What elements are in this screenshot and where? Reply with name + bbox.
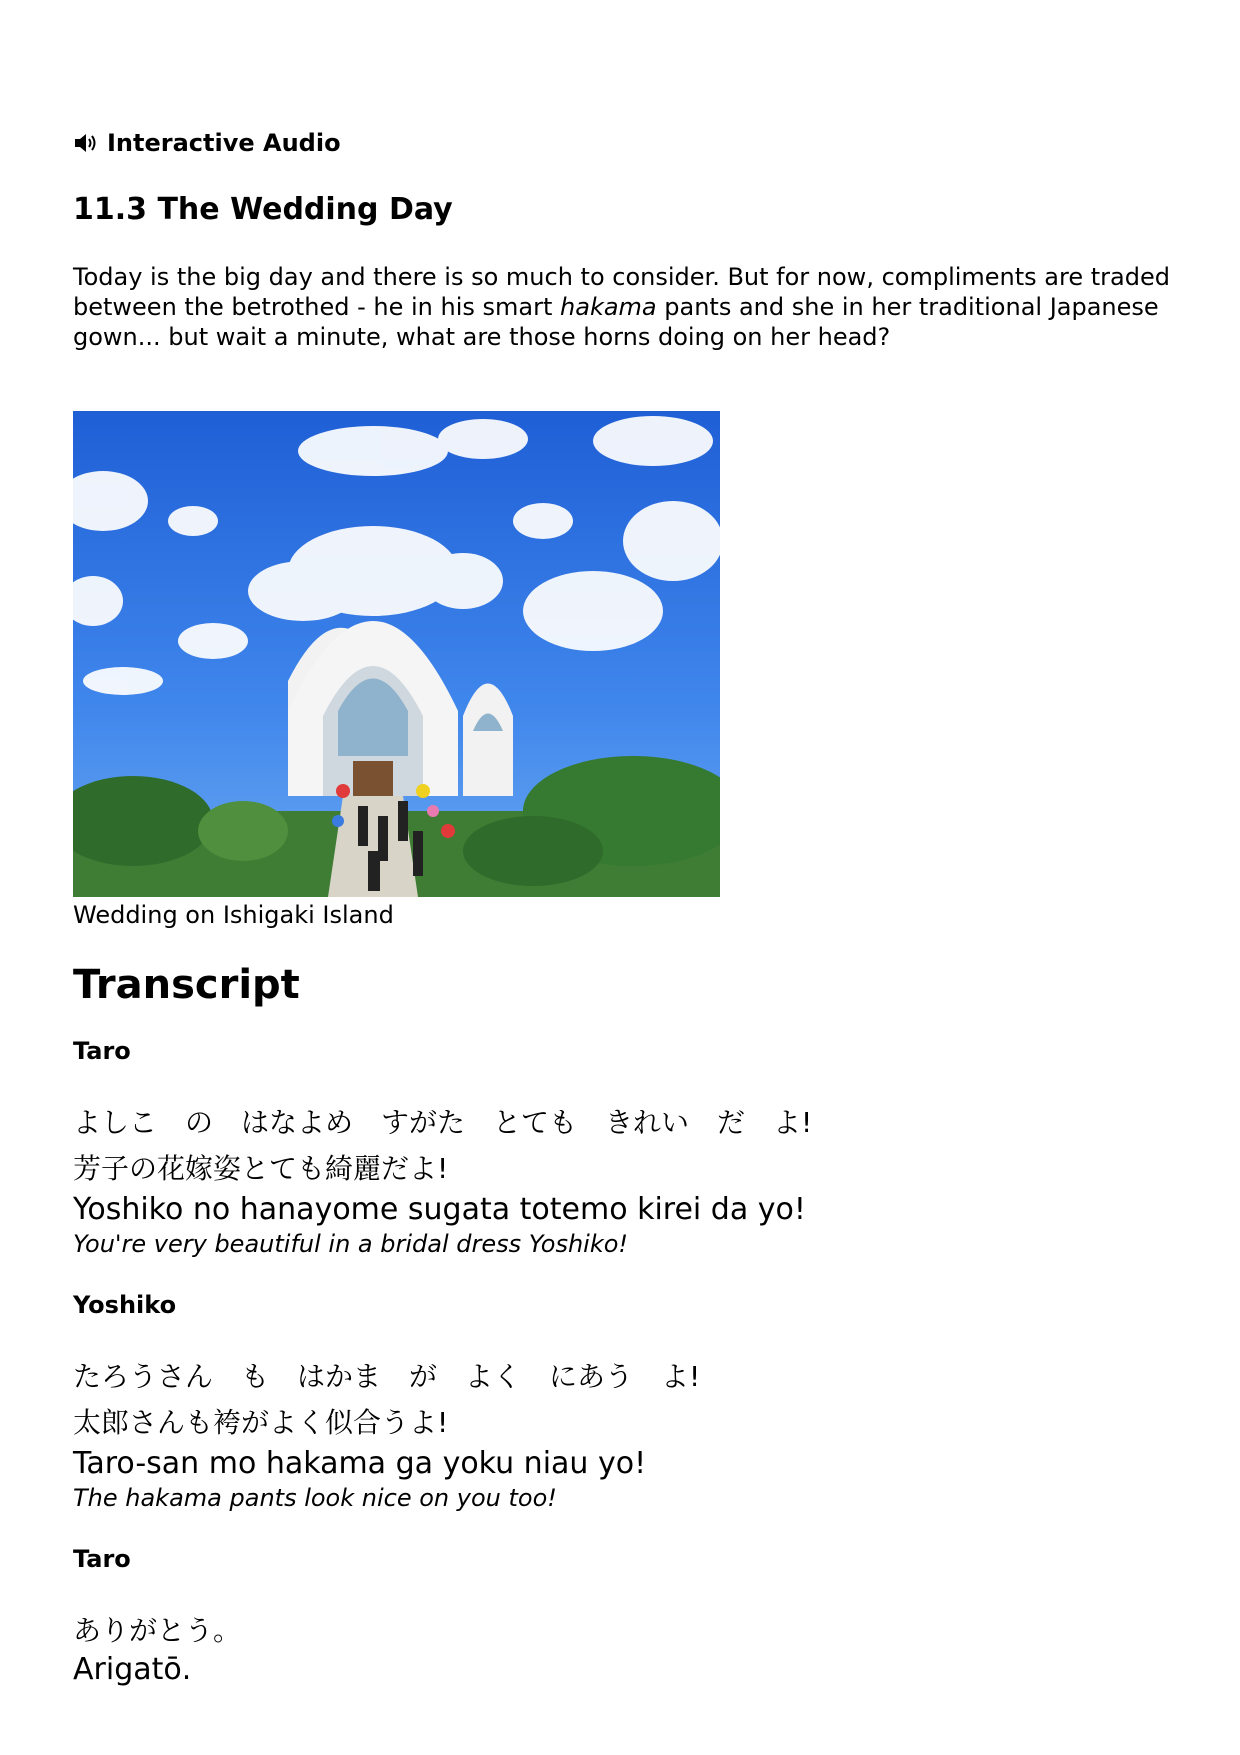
romaji-line: Arigatō.: [73, 1652, 192, 1687]
english-translation: You're very beautiful in a bridal dress Yoshiko!: [73, 1230, 629, 1258]
speaker-name: Taro: [73, 1037, 131, 1065]
kana-line: よしこ の はなよめ すがた とても きれい だ よ!: [73, 1106, 813, 1139]
wedding-photo: [73, 411, 720, 897]
kanji-line: 芳子の花嫁姿とても綺麗だよ!: [73, 1152, 449, 1185]
speaker-icon: [73, 132, 99, 154]
intro-paragraph: [73, 262, 1173, 352]
interactive-audio[interactable]: [73, 129, 341, 157]
romaji-line: Taro-san mo hakama ga yoku niau yo!: [73, 1446, 647, 1481]
interactive-audio-label: Interactive Audio: [107, 129, 341, 157]
romaji-line: Yoshiko no hanayome sugata totemo kirei da yo!: [73, 1192, 806, 1227]
figure-caption: Wedding on Ishigaki Island: [73, 901, 394, 929]
intro-emphasis: hakama: [560, 293, 657, 321]
kana-line: たろうさん も はかま が よく にあう よ!: [73, 1360, 701, 1393]
transcript-heading: Transcript: [73, 962, 300, 1008]
english-translation: The hakama pants look nice on you too!: [73, 1484, 557, 1512]
speaker-name: Taro: [73, 1545, 131, 1573]
kana-line: ありがとう。: [73, 1614, 242, 1647]
kanji-line: 太郎さんも袴がよく似合うよ!: [73, 1406, 449, 1439]
section-title: 11.3 The Wedding Day: [73, 192, 453, 227]
intro-text-after: pants and she in her traditional Japanese gown... but wait a minute, what are those horns doing on her head?: [73, 293, 1159, 351]
intro-text-before: Today is the big day and there is so much to consider. But for now, compliments are traded between the betrothed - he in his smart: [73, 263, 1170, 321]
speaker-name: Yoshiko: [73, 1291, 177, 1319]
